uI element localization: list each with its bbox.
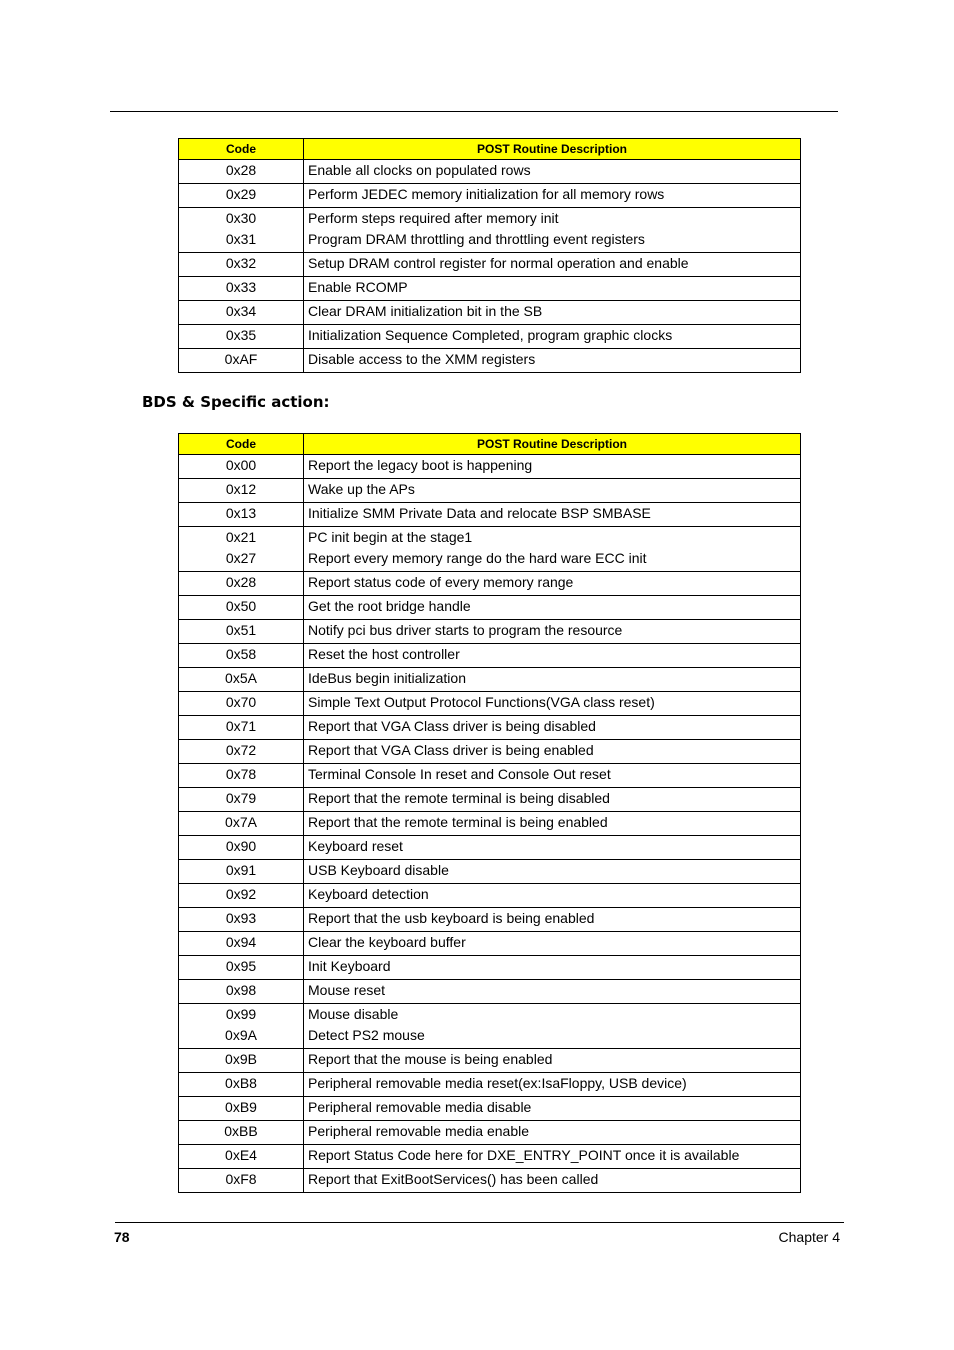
table-row (179, 572, 801, 596)
description-cell (304, 956, 801, 980)
table-row (179, 1073, 801, 1097)
code-value: 0x51 (225, 622, 257, 638)
description-text: Report the legacy boot is happening (308, 457, 533, 473)
table-row (179, 764, 801, 788)
table-row (179, 349, 801, 373)
description-text: Init Keyboard (308, 958, 391, 974)
description-cell (304, 527, 801, 572)
table-row (179, 455, 801, 479)
code-cell (179, 692, 304, 716)
table-2-body (179, 455, 801, 1193)
code-value: 0x95 (225, 958, 257, 974)
description-cell (304, 301, 801, 325)
code-value: 0x34 (225, 303, 257, 319)
description-cell (304, 479, 801, 503)
description-cell (304, 349, 801, 373)
code-value: 0x98 (225, 982, 257, 998)
table-row (179, 1121, 801, 1145)
table-row (179, 527, 801, 572)
code-cell (179, 1004, 304, 1049)
code-value: 0xE4 (225, 1147, 257, 1163)
table-row (179, 668, 801, 692)
column-header-code: Code (179, 434, 304, 455)
description-text: Disable access to the XMM registers (308, 351, 536, 367)
description-text: Simple Text Output Protocol Functions(VGA class reset) (308, 694, 655, 710)
description-cell (304, 812, 801, 836)
code-cell (179, 325, 304, 349)
description-text: Peripheral removable media disable (308, 1099, 532, 1115)
table-row (179, 1169, 801, 1193)
description-text: IdeBus begin initialization (308, 670, 466, 686)
code-cell (179, 572, 304, 596)
description-text: Notify pci bus driver starts to program the resource (308, 622, 623, 638)
description-cell (304, 572, 801, 596)
description-cell (304, 716, 801, 740)
code-value: 0x79 (225, 790, 257, 806)
description-text: Peripheral removable media reset(ex:IsaFloppy, USB device) (308, 1075, 687, 1091)
code-value: 0x5A (225, 670, 257, 686)
table-row (179, 208, 801, 253)
description-cell (304, 1049, 801, 1073)
code-value: 0xB8 (225, 1075, 257, 1091)
code-cell (179, 812, 304, 836)
description-cell (304, 788, 801, 812)
description-cell (304, 1097, 801, 1121)
code-value: 0x78 (225, 766, 257, 782)
description-cell (304, 1169, 801, 1193)
description-text: Report that VGA Class driver is being disabled (308, 718, 596, 734)
description-text: Program DRAM throttling and throttling event registers (308, 231, 645, 247)
table-header-row (179, 434, 801, 455)
code-value: 0x31 (225, 231, 257, 247)
code-cell (179, 1097, 304, 1121)
description-text: Wake up the APs (308, 481, 415, 497)
description-text: Terminal Console In reset and Console Out reset (308, 766, 611, 782)
description-cell (304, 253, 801, 277)
code-cell (179, 208, 304, 253)
table-row (179, 740, 801, 764)
code-value: 0xF8 (225, 1171, 257, 1187)
code-value: 0x33 (225, 279, 257, 295)
description-cell (304, 184, 801, 208)
description-text: Enable all clocks on populated rows (308, 162, 531, 178)
description-cell (304, 1145, 801, 1169)
table-1-body (179, 160, 801, 373)
table-row (179, 301, 801, 325)
code-cell (179, 184, 304, 208)
code-cell (179, 455, 304, 479)
description-text: Perform JEDEC memory initialization for all memory rows (308, 186, 665, 202)
code-cell (179, 1169, 304, 1193)
code-value: 0x9B (225, 1051, 257, 1067)
table-row (179, 596, 801, 620)
description-cell (304, 620, 801, 644)
description-text: Mouse disable (308, 1006, 399, 1022)
code-value: 0x58 (225, 646, 257, 662)
code-cell (179, 1073, 304, 1097)
description-text: Report that the remote terminal is being enabled (308, 814, 608, 830)
code-cell (179, 349, 304, 373)
code-value: 0x99 (225, 1006, 257, 1022)
description-cell (304, 692, 801, 716)
code-value: 0xAF (224, 351, 258, 367)
description-cell (304, 503, 801, 527)
description-text: Report status code of every memory range (308, 574, 574, 590)
description-text: Report that ExitBootServices() has been called (308, 1171, 599, 1187)
table-row (179, 908, 801, 932)
code-cell (179, 503, 304, 527)
description-cell (304, 932, 801, 956)
table-row (179, 503, 801, 527)
code-value: 0x50 (225, 598, 257, 614)
code-value: 0x12 (225, 481, 257, 497)
code-value: 0x70 (225, 694, 257, 710)
code-cell (179, 1121, 304, 1145)
code-value: 0x21 (225, 529, 257, 545)
description-cell (304, 455, 801, 479)
code-value: 0x7A (225, 814, 257, 830)
table-row (179, 716, 801, 740)
table-row (179, 788, 801, 812)
code-value: 0x90 (225, 838, 257, 854)
table-row (179, 160, 801, 184)
description-cell (304, 1121, 801, 1145)
description-cell (304, 160, 801, 184)
description-text: Initialization Sequence Completed, program graphic clocks (308, 327, 673, 343)
code-cell (179, 956, 304, 980)
description-text: Report Status Code here for DXE_ENTRY_POINT once it is available (308, 1147, 740, 1163)
table-row (179, 644, 801, 668)
code-cell (179, 527, 304, 572)
description-cell (304, 1073, 801, 1097)
description-text: Get the root bridge handle (308, 598, 471, 614)
description-text: Keyboard reset (308, 838, 403, 854)
description-text: PC init begin at the stage1 (308, 529, 473, 545)
table-row (179, 860, 801, 884)
description-text: Report that the usb keyboard is being enabled (308, 910, 595, 926)
code-cell (179, 277, 304, 301)
description-cell (304, 208, 801, 253)
code-value: 0xB9 (225, 1099, 257, 1115)
table-row (179, 956, 801, 980)
description-text: Initialize SMM Private Data and relocate BSP SMBASE (308, 505, 651, 521)
code-value: 0x72 (225, 742, 257, 758)
description-cell (304, 764, 801, 788)
code-value: 0x92 (225, 886, 257, 902)
table-row (179, 1145, 801, 1169)
code-cell (179, 668, 304, 692)
table-row (179, 932, 801, 956)
description-cell (304, 980, 801, 1004)
description-cell (304, 740, 801, 764)
table-row (179, 1097, 801, 1121)
code-cell (179, 479, 304, 503)
code-cell (179, 788, 304, 812)
description-text: Report that the remote terminal is being disabled (308, 790, 610, 806)
description-text: Perform steps required after memory init (308, 210, 559, 226)
description-text: Detect PS2 mouse (308, 1027, 425, 1043)
description-cell (304, 325, 801, 349)
code-cell (179, 1049, 304, 1073)
code-cell (179, 253, 304, 277)
bottom-rule (115, 1222, 844, 1223)
table-row (179, 325, 801, 349)
code-value: 0x13 (225, 505, 257, 521)
code-value: 0x35 (225, 327, 257, 343)
description-text: Enable RCOMP (308, 279, 408, 295)
code-cell (179, 160, 304, 184)
description-text: Peripheral removable media enable (308, 1123, 530, 1139)
description-cell (304, 860, 801, 884)
description-cell (304, 908, 801, 932)
table-row (179, 620, 801, 644)
code-cell (179, 644, 304, 668)
section-heading: BDS & Specific action: (142, 393, 330, 411)
top-rule (110, 111, 838, 112)
description-text: Report that the mouse is being enabled (308, 1051, 553, 1067)
description-cell (304, 644, 801, 668)
description-cell (304, 1004, 801, 1049)
code-value: 0x27 (225, 550, 257, 566)
description-cell (304, 596, 801, 620)
post-code-table-1 (178, 138, 801, 373)
code-cell (179, 980, 304, 1004)
table-row (179, 1004, 801, 1049)
code-value: 0x30 (225, 210, 257, 226)
code-value: 0x93 (225, 910, 257, 926)
description-cell (304, 884, 801, 908)
table-row (179, 692, 801, 716)
description-cell (304, 277, 801, 301)
description-text: Setup DRAM control register for normal operation and enable (308, 255, 689, 271)
chapter-label: Chapter 4 (778, 1229, 840, 1245)
code-value: 0x28 (225, 162, 257, 178)
table-row (179, 479, 801, 503)
code-value: 0x91 (225, 862, 257, 878)
description-text: Clear the keyboard buffer (308, 934, 466, 950)
description-text: Reset the host controller (308, 646, 460, 662)
column-header-description: POST Routine Description (304, 139, 801, 160)
code-cell (179, 908, 304, 932)
description-cell (304, 668, 801, 692)
description-text: Mouse reset (308, 982, 386, 998)
table-header-row (179, 139, 801, 160)
table-row (179, 836, 801, 860)
description-text: Keyboard detection (308, 886, 429, 902)
code-value: 0x71 (225, 718, 257, 734)
post-code-table-2 (178, 433, 801, 1193)
column-header-code: Code (179, 139, 304, 160)
code-cell (179, 860, 304, 884)
code-cell (179, 596, 304, 620)
code-cell (179, 932, 304, 956)
column-header-description: POST Routine Description (304, 434, 801, 455)
code-value: 0xBB (224, 1123, 258, 1139)
code-value: 0x28 (225, 574, 257, 590)
table-row (179, 980, 801, 1004)
code-cell (179, 740, 304, 764)
description-text: Clear DRAM initialization bit in the SB (308, 303, 543, 319)
table-row (179, 184, 801, 208)
code-value: 0x32 (225, 255, 257, 271)
table-row (179, 884, 801, 908)
code-cell (179, 764, 304, 788)
table-row (179, 253, 801, 277)
code-value: 0x29 (225, 186, 257, 202)
description-text: Report that VGA Class driver is being enabled (308, 742, 594, 758)
table-row (179, 1049, 801, 1073)
code-value: 0x9A (225, 1027, 257, 1043)
description-text: USB Keyboard disable (308, 862, 449, 878)
description-cell (304, 836, 801, 860)
table-row (179, 812, 801, 836)
code-cell (179, 620, 304, 644)
code-value: 0x94 (225, 934, 257, 950)
code-cell (179, 836, 304, 860)
code-value: 0x00 (225, 457, 257, 473)
code-cell (179, 1145, 304, 1169)
code-cell (179, 301, 304, 325)
table-row (179, 277, 801, 301)
description-text: Report every memory range do the hard ware ECC init (308, 550, 647, 566)
code-cell (179, 884, 304, 908)
code-cell (179, 716, 304, 740)
page-number: 78 (114, 1229, 130, 1245)
